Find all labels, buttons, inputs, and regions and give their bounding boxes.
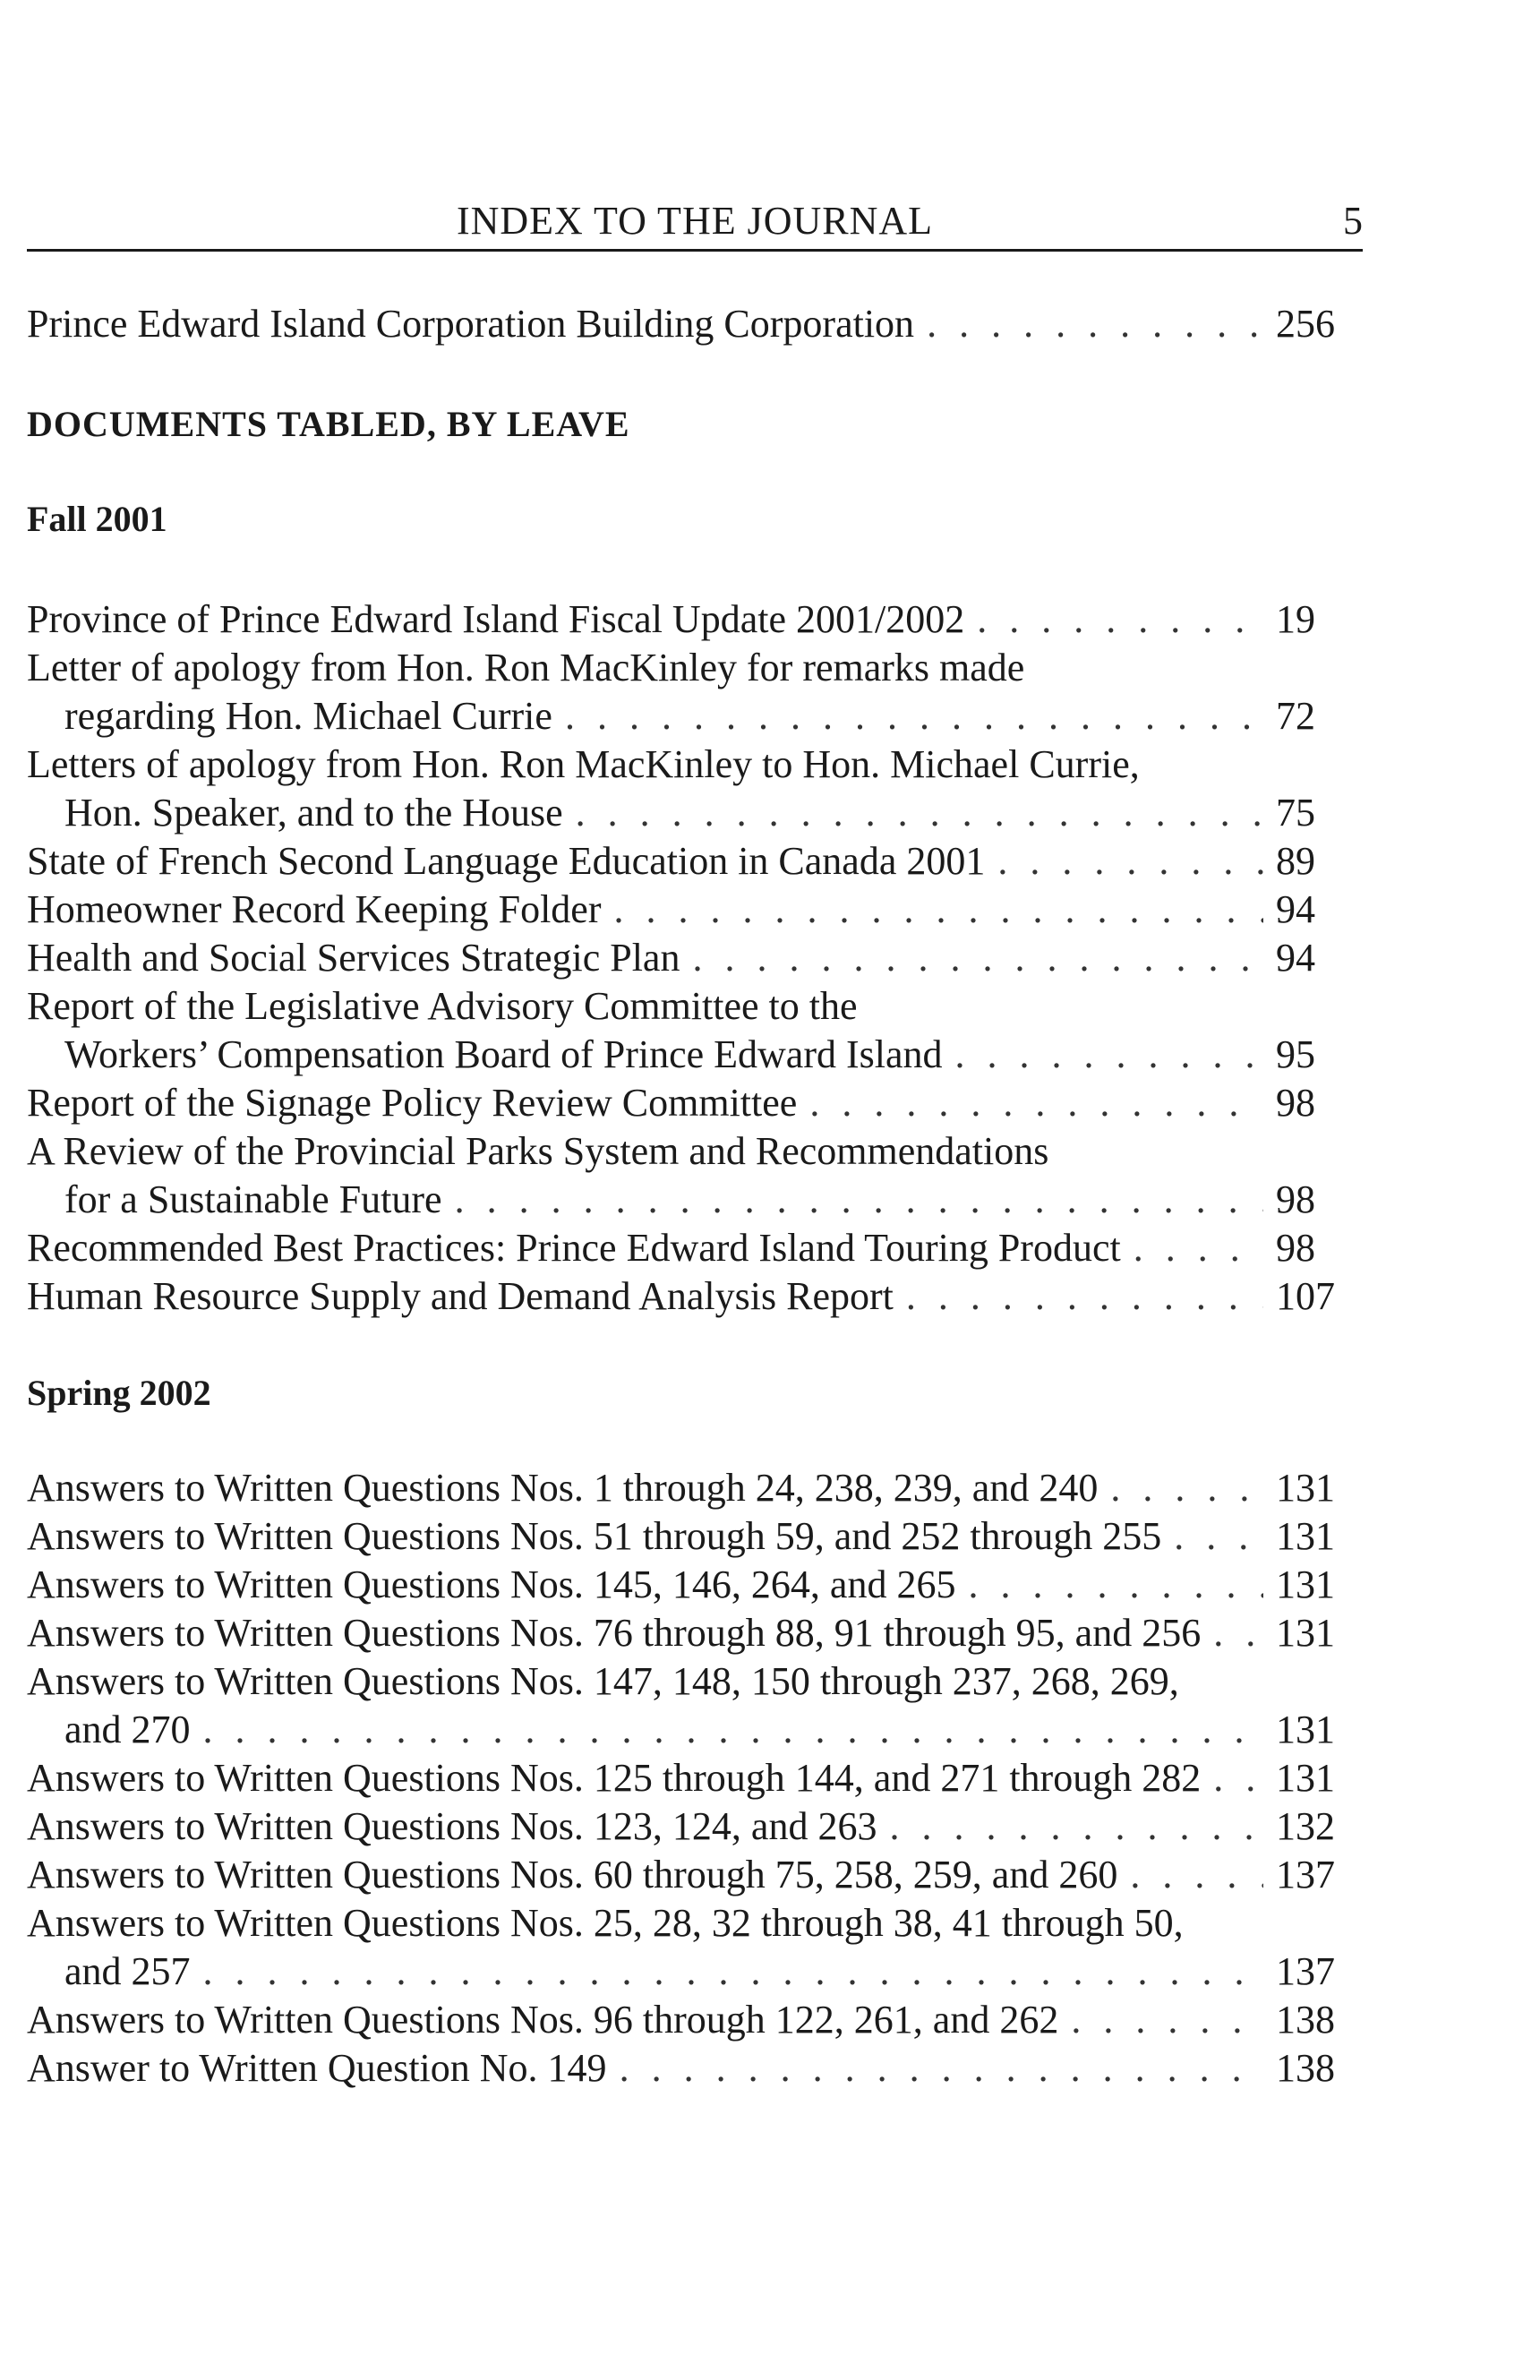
entry-label: for a Sustainable Future: [64, 1177, 442, 1221]
dot-leader: [955, 1031, 1263, 1079]
dot-leader: [927, 300, 1263, 348]
entry-label: Prince Edward Island Corporation Building Corporation: [27, 302, 915, 346]
entry-page: 131: [1276, 1514, 1335, 1558]
running-title: INDEX TO THE JOURNAL: [456, 199, 934, 243]
entry-page: 138: [1276, 1998, 1335, 2042]
index-entry: [27, 1224, 1361, 1272]
index-entry: [27, 2044, 1361, 2093]
index-entry: [27, 1754, 1361, 1802]
index-entry: [27, 1899, 1361, 1996]
index-entry: [27, 1127, 1361, 1224]
entry-page: 131: [1276, 1562, 1335, 1606]
entry-label: Answers to Written Questions Nos. 125 through 144, and 271 through 282: [27, 1756, 1202, 1800]
index-entry: [27, 1657, 1361, 1754]
entry-label: and 257: [64, 1949, 191, 1993]
dot-leader: [1071, 1996, 1263, 2044]
entry-label: Province of Prince Edward Island Fiscal Update 2001/2002: [27, 597, 965, 641]
index-entry: [27, 1561, 1361, 1609]
entry-label: Human Resource Supply and Demand Analysis Report: [27, 1274, 894, 1318]
entry-label-line: Letter of apology from Hon. Ron MacKinley for remarks made: [27, 646, 1025, 689]
dot-leader: [203, 1706, 1263, 1754]
index-entry: [27, 1851, 1361, 1899]
dot-leader: [203, 1948, 1263, 1996]
entry-page: 98: [1276, 1226, 1315, 1270]
dot-leader: [997, 837, 1263, 886]
entry-page: 131: [1276, 1466, 1335, 1510]
index-entry: [27, 741, 1361, 837]
dot-leader: [809, 1079, 1263, 1127]
entry-label: Report of the Signage Policy Review Committee: [27, 1081, 798, 1125]
entry-page: 98: [1276, 1177, 1315, 1221]
entry-page: 72: [1276, 694, 1315, 738]
index-entry: [27, 1996, 1361, 2044]
entry-label: Health and Social Services Strategic Plan: [27, 936, 680, 980]
entry-page: 132: [1276, 1804, 1335, 1848]
index-entry: [27, 934, 1361, 982]
subsection-heading-fall: Fall 2001: [27, 499, 167, 539]
dot-leader: [906, 1272, 1263, 1321]
page-number: 5: [1343, 199, 1363, 243]
dot-leader: [565, 692, 1263, 741]
spring-entries-list: [27, 1464, 1361, 2093]
entry-page: 138: [1276, 2046, 1335, 2090]
index-entry: [27, 1079, 1361, 1127]
entry-label-line: Report of the Legislative Advisory Committee to the: [27, 984, 858, 1028]
dot-leader: [1213, 1754, 1263, 1802]
entry-page: 94: [1276, 887, 1315, 931]
dot-leader: [455, 1176, 1263, 1224]
entry-page: 131: [1276, 1611, 1335, 1655]
entry-label: and 270: [64, 1708, 191, 1751]
entry-label-line: Answers to Written Questions Nos. 147, 148, 150 through 237, 268, 269,: [27, 1659, 1179, 1703]
dot-leader: [1134, 1224, 1263, 1272]
index-entry: [27, 644, 1361, 741]
index-entry: [27, 1272, 1361, 1321]
index-entry: [27, 982, 1361, 1079]
subsection-heading-spring: Spring 2002: [27, 1373, 211, 1413]
dot-leader: [889, 1802, 1263, 1851]
entry-page: 19: [1276, 597, 1315, 641]
dot-leader: [1213, 1609, 1263, 1657]
entry-page: 89: [1276, 839, 1315, 883]
index-entry: [27, 1802, 1361, 1851]
entry-label: Workers’ Compensation Board of Prince Edward Island: [64, 1032, 943, 1076]
dot-leader: [620, 2044, 1263, 2093]
entry-label: Answers to Written Questions Nos. 145, 146, 264, and 265: [27, 1562, 956, 1606]
index-entry: [27, 1464, 1361, 1512]
dot-leader: [692, 934, 1263, 982]
index-entry: [27, 595, 1361, 644]
index-entry: [27, 837, 1361, 886]
entry-page: 98: [1276, 1081, 1315, 1125]
entry-label: Answers to Written Questions Nos. 96 through 122, 261, and 262: [27, 1998, 1059, 2042]
fall-entries-list: [27, 595, 1361, 1321]
entry-label: Hon. Speaker, and to the House: [64, 791, 563, 835]
entry-label: Answer to Written Question No. 149: [27, 2046, 607, 2090]
entry-label: Answers to Written Questions Nos. 76 through 88, 91 through 95, and 256: [27, 1611, 1202, 1655]
index-entry: [27, 1609, 1361, 1657]
entry-page: 94: [1276, 936, 1315, 980]
section-heading: DOCUMENTS TABLED, BY LEAVE: [27, 404, 630, 444]
entry-page: 137: [1276, 1949, 1335, 1993]
running-header: [27, 195, 1363, 252]
entry-page: 256: [1276, 302, 1335, 346]
entry-page: 131: [1276, 1708, 1335, 1751]
index-entry: [27, 1512, 1361, 1561]
entry-page: 137: [1276, 1853, 1335, 1896]
dot-leader: [1110, 1464, 1263, 1512]
index-entry: [27, 886, 1361, 934]
index-entry: [27, 300, 1361, 348]
dot-leader: [968, 1561, 1263, 1609]
entry-label: Answers to Written Questions Nos. 123, 124, and 263: [27, 1804, 877, 1848]
entry-label-line: Answers to Written Questions Nos. 25, 28, 32 through 38, 41 through 50,: [27, 1901, 1184, 1945]
dot-leader: [977, 595, 1263, 644]
entry-label: Homeowner Record Keeping Folder: [27, 887, 602, 931]
dot-leader: [1130, 1851, 1263, 1899]
entry-page: 107: [1276, 1274, 1335, 1318]
entry-label: Recommended Best Practices: Prince Edward Island Touring Product: [27, 1226, 1121, 1270]
entry-label: Answers to Written Questions Nos. 51 through 59, and 252 through 255: [27, 1514, 1162, 1558]
entry-label-line: A Review of the Provincial Parks System and Recommendations: [27, 1129, 1049, 1173]
entry-label: State of French Second Language Education in Canada 2001: [27, 839, 986, 883]
entry-page: 75: [1276, 791, 1315, 835]
entry-label: Answers to Written Questions Nos. 60 through 75, 258, 259, and 260: [27, 1853, 1118, 1896]
entry-label: regarding Hon. Michael Currie: [64, 694, 552, 738]
dot-leader: [613, 886, 1263, 934]
entry-page: 131: [1276, 1756, 1335, 1800]
dot-leader: [1174, 1512, 1263, 1561]
index-body: [27, 300, 1361, 2093]
entry-page: 95: [1276, 1032, 1315, 1076]
dot-leader: [576, 789, 1263, 837]
entry-label-line: Letters of apology from Hon. Ron MacKinley to Hon. Michael Currie,: [27, 742, 1140, 786]
entry-label: Answers to Written Questions Nos. 1 through 24, 238, 239, and 240: [27, 1466, 1099, 1510]
